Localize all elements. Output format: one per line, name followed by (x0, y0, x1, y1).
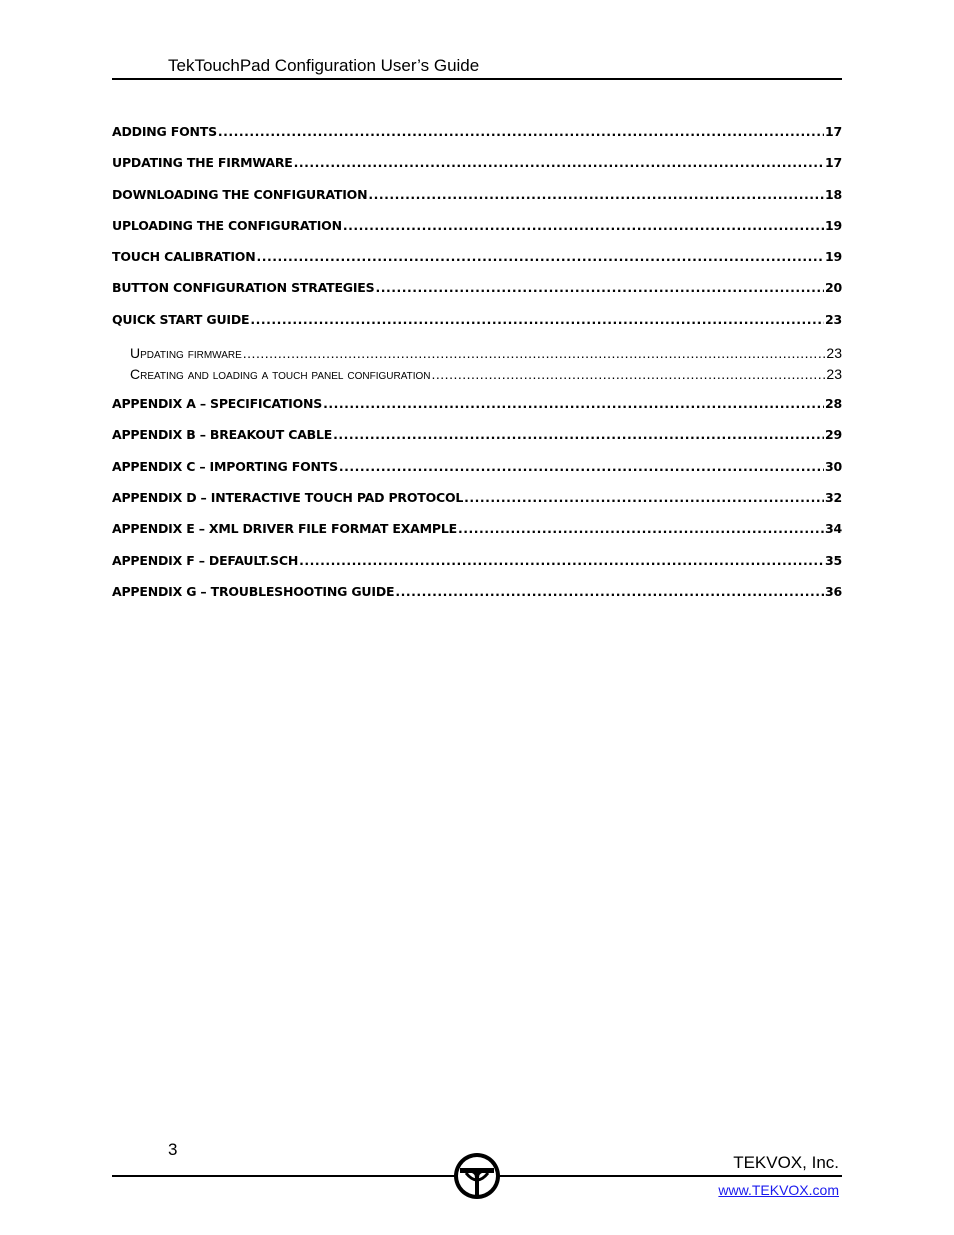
toc-leader (343, 218, 824, 233)
toc-entry-page: 17 (825, 124, 842, 139)
toc-entry-label: UPDATING THE FIRMWARE (112, 155, 293, 171)
toc-entry[interactable] (112, 521, 842, 552)
toc-entry-page: 35 (825, 552, 842, 568)
toc-entry-page: 29 (825, 427, 842, 443)
toc-leader (339, 459, 824, 474)
toc-leader (368, 187, 824, 202)
toc-entry-page: 23 (825, 311, 842, 327)
toc-subentry[interactable] (112, 366, 842, 387)
toc-entry-page: 19 (825, 249, 842, 265)
toc-subentry-label: Updating firmware (130, 345, 242, 362)
toc-leader (243, 345, 826, 361)
website-link[interactable]: www.TEKVOX.com (718, 1182, 839, 1198)
toc-entry[interactable] (112, 312, 842, 343)
page-number: 3 (168, 1140, 178, 1159)
toc-entry-label: DOWNLOADING THE CONFIGURATION (112, 186, 368, 202)
toc-leader (375, 280, 824, 295)
toc-entry[interactable] (112, 553, 842, 584)
toc-entry-label: APPENDIX B – BREAKOUT CABLE (112, 427, 333, 443)
toc-entry-label: UPLOADING THE CONFIGURATION (112, 217, 342, 233)
toc-entry-page: 32 (825, 489, 842, 505)
toc-leader (323, 396, 824, 411)
toc-entry[interactable] (112, 155, 842, 186)
toc-subentry-page: 23 (826, 366, 842, 383)
toc-leader (333, 427, 824, 442)
toc-entry-page: 17 (825, 155, 842, 171)
toc-entry[interactable] (112, 584, 842, 615)
header-divider (112, 78, 842, 80)
toc-entry-label: APPENDIX C – IMPORTING FONTS (112, 458, 338, 474)
toc-leader (299, 553, 824, 568)
toc-entry[interactable] (112, 427, 842, 458)
toc-entry-label: APPENDIX E – XML DRIVER FILE FORMAT EXAMPLE (112, 521, 457, 537)
toc-entry[interactable] (112, 124, 842, 155)
toc-entry-page: 18 (825, 186, 842, 202)
toc-leader (458, 521, 824, 536)
toc-entry[interactable] (112, 249, 842, 280)
table-of-contents (112, 124, 842, 615)
toc-leader (218, 124, 824, 139)
company-name: TEKVOX, Inc. (733, 1153, 839, 1172)
toc-leader (250, 312, 824, 327)
toc-subentry[interactable] (112, 345, 842, 366)
toc-entry[interactable] (112, 459, 842, 490)
tekvox-logo-icon (452, 1151, 502, 1201)
toc-entry-label: APPENDIX G – TROUBLESHOOTING GUIDE (112, 583, 395, 599)
toc-leader (294, 155, 824, 170)
toc-subentry-label: Creating and loading a touch panel configuration (130, 366, 431, 383)
toc-entry-label: APPENDIX A – SPECIFICATIONS (112, 396, 323, 412)
toc-entry-label: APPENDIX D – INTERACTIVE TOUCH PAD PROTOCOL (112, 489, 464, 505)
toc-entry-label: QUICK START GUIDE (112, 311, 250, 327)
toc-entry-label: ADDING FONTS (112, 124, 217, 139)
toc-leader (256, 249, 824, 264)
toc-entry[interactable] (112, 490, 842, 521)
toc-entry-page: 34 (825, 521, 842, 537)
toc-leader (464, 490, 824, 505)
toc-entry-page: 19 (825, 217, 842, 233)
toc-entry-page: 36 (825, 583, 842, 599)
toc-leader (395, 584, 824, 599)
toc-entry-page: 28 (825, 396, 842, 412)
toc-entry[interactable] (112, 396, 842, 427)
toc-entry-label: APPENDIX F – DEFAULT.SCH (112, 552, 299, 568)
document-title: TekTouchPad Configuration User’s Guide (168, 56, 480, 75)
toc-entry[interactable] (112, 280, 842, 311)
toc-subentry-page: 23 (826, 345, 842, 362)
toc-entry[interactable] (112, 218, 842, 249)
toc-leader (432, 366, 826, 382)
toc-entry[interactable] (112, 187, 842, 218)
toc-entry-label: TOUCH CALIBRATION (112, 249, 256, 265)
toc-entry-label: BUTTON CONFIGURATION STRATEGIES (112, 280, 375, 296)
toc-entry-page: 30 (825, 458, 842, 474)
toc-entry-page: 20 (825, 280, 842, 296)
